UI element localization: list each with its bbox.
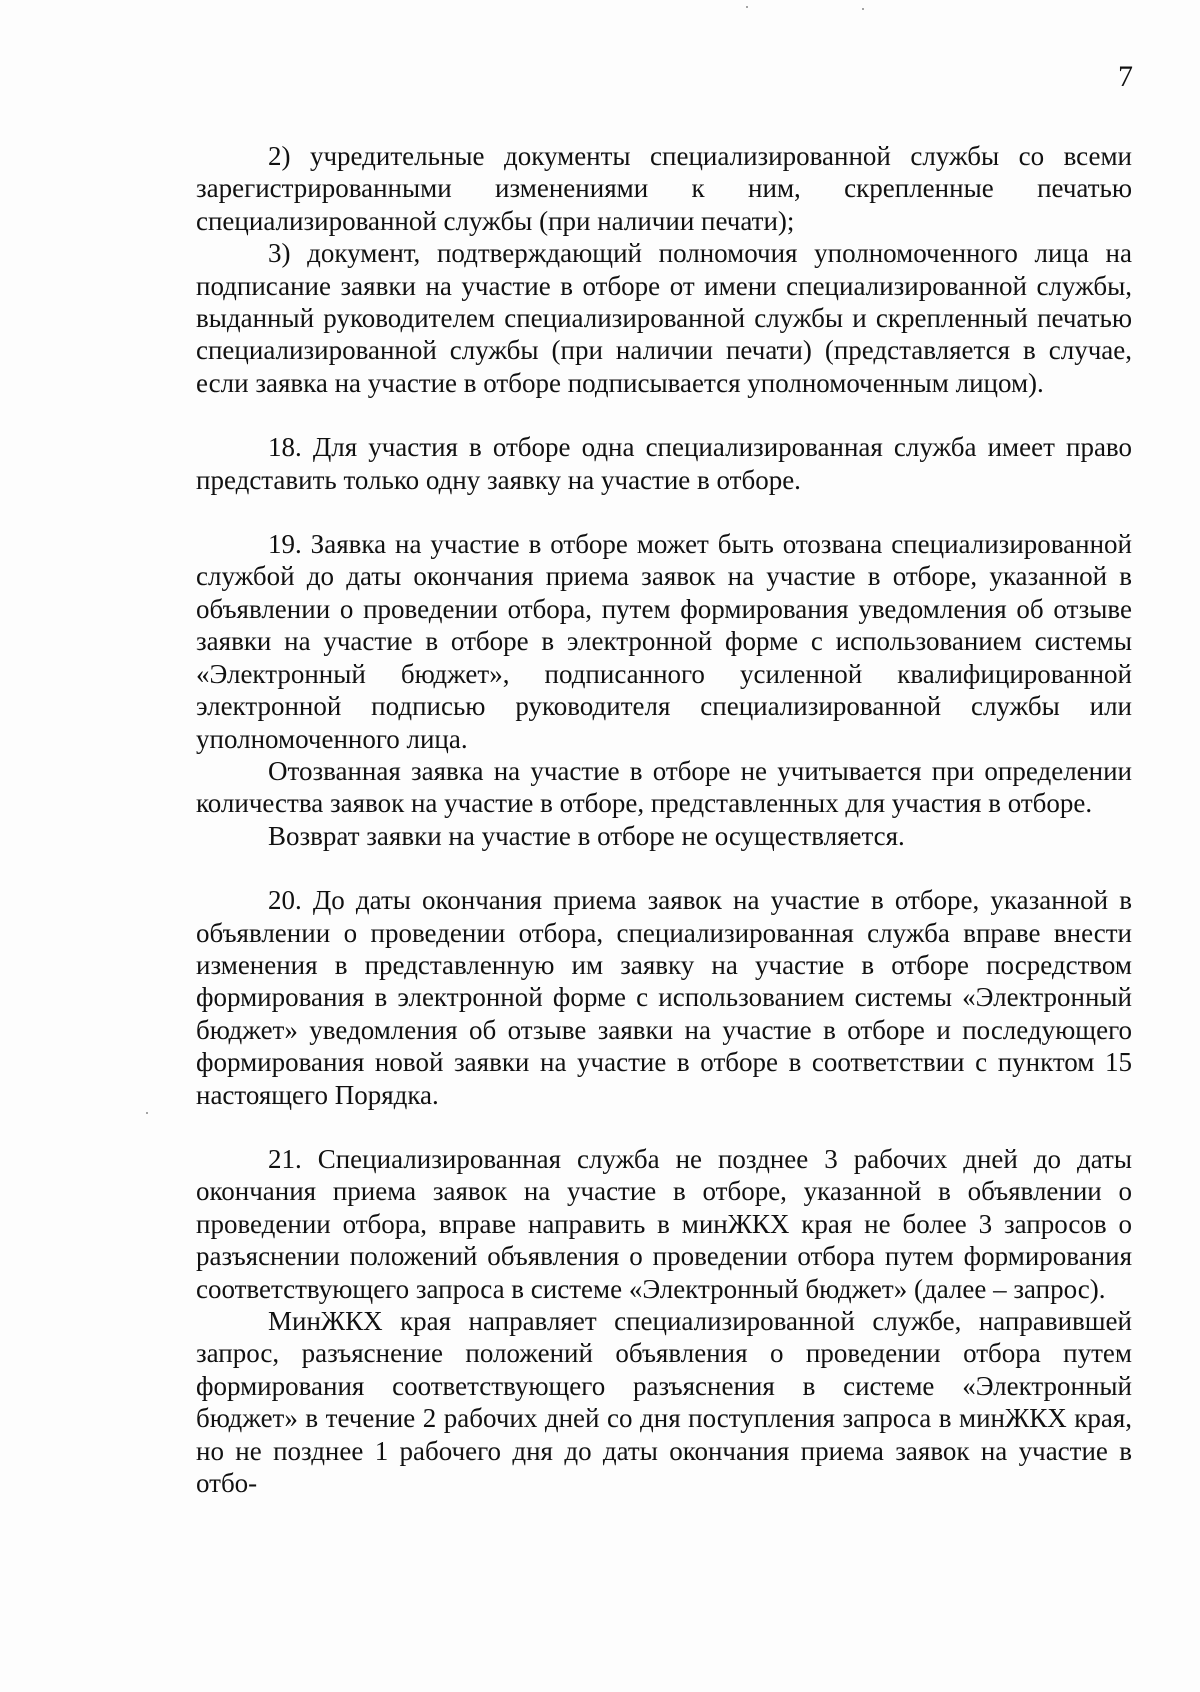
paragraph-19-recalled: Отозванная заявка на участие в отборе не учитывается при определении количества заявок на участие в отборе, представленных для участия в отборе. (196, 755, 1132, 819)
scan-artifact (746, 6, 748, 8)
scan-artifact (146, 1112, 148, 1114)
scan-artifact (862, 8, 864, 10)
paragraph-20: 20. До даты окончания приема заявок на участие в отборе, указанной в объявлении о проведении отбора, специализированная служба вправе внести изменения в представленную им заявку на участие в отборе посредством формирования в электронной форме с использованием системы «Электронный бюджет» уведомления об отзыве заявки на участие в отборе и последующего формирования новой заявки на участие в отборе в соответствии с пунктом 15 настоящего Порядка. (196, 885, 1132, 1110)
paragraph-18: 18. Для участия в отборе одна специализированная служба имеет право представить только одну заявку на участие в отборе. (196, 432, 1132, 495)
paragraph-21: 21. Специализированная служба не позднее 3 рабочих дней до даты окончания приема заявок на участие в отборе, указанной в объявлении о проведении отбора, вправе направить в минЖКХ края не более 3 запросов о разъяснении положений объявления о проведении отбора путем формирования соответствующего запроса в системе «Электронный бюджет» (далее – запрос). (196, 1143, 1132, 1304)
paragraph-item-3: 3) документ, подтверждающий полномочия уполномоченного лица на подписание заявки на участие в отборе от имени специализированной службы, выданный руководителем специализированной службы и скрепленный печатью специализированной службы (при наличии печати) (представляется в случае, если заявка на участие в отборе подписывается уполномоченным лицом). (196, 238, 1132, 398)
paragraph-19: 19. Заявка на участие в отборе может быть отозвана специализированной службой до даты окончания приема заявок на участие в отборе, указанной в объявлении о проведении отбора, путем формирования уведомления об отзыве заявки на участие в отборе в электронной форме с использованием системы «Электронный бюджет», подписанного усиленной квалифицированной электронной подписью руководителя специализированной службы или уполномоченного лица. (196, 529, 1132, 754)
paragraph-item-2: 2) учредительные документы специализированной службы со всеми зарегистрированными изменениями к ним, скрепленные печатью специализированной службы (при наличии печати); (196, 141, 1132, 236)
page-number: 7 (1118, 60, 1133, 93)
paragraph-21-response: МинЖКХ края направляет специализированной службе, направившей запрос, разъяснение положений объявления о проведении отбора путем формирования соответствующего разъяснения в системе «Электронный бюджет» в течение 2 рабочих дней со дня поступления запроса в минЖКХ края, но не позднее 1 рабочего дня до даты окончания приема заявок на участие в отбо- (196, 1306, 1132, 1499)
paragraph-19-no-return: Возврат заявки на участие в отборе не осуществляется. (268, 820, 905, 851)
document-body (196, 140, 1132, 1499)
